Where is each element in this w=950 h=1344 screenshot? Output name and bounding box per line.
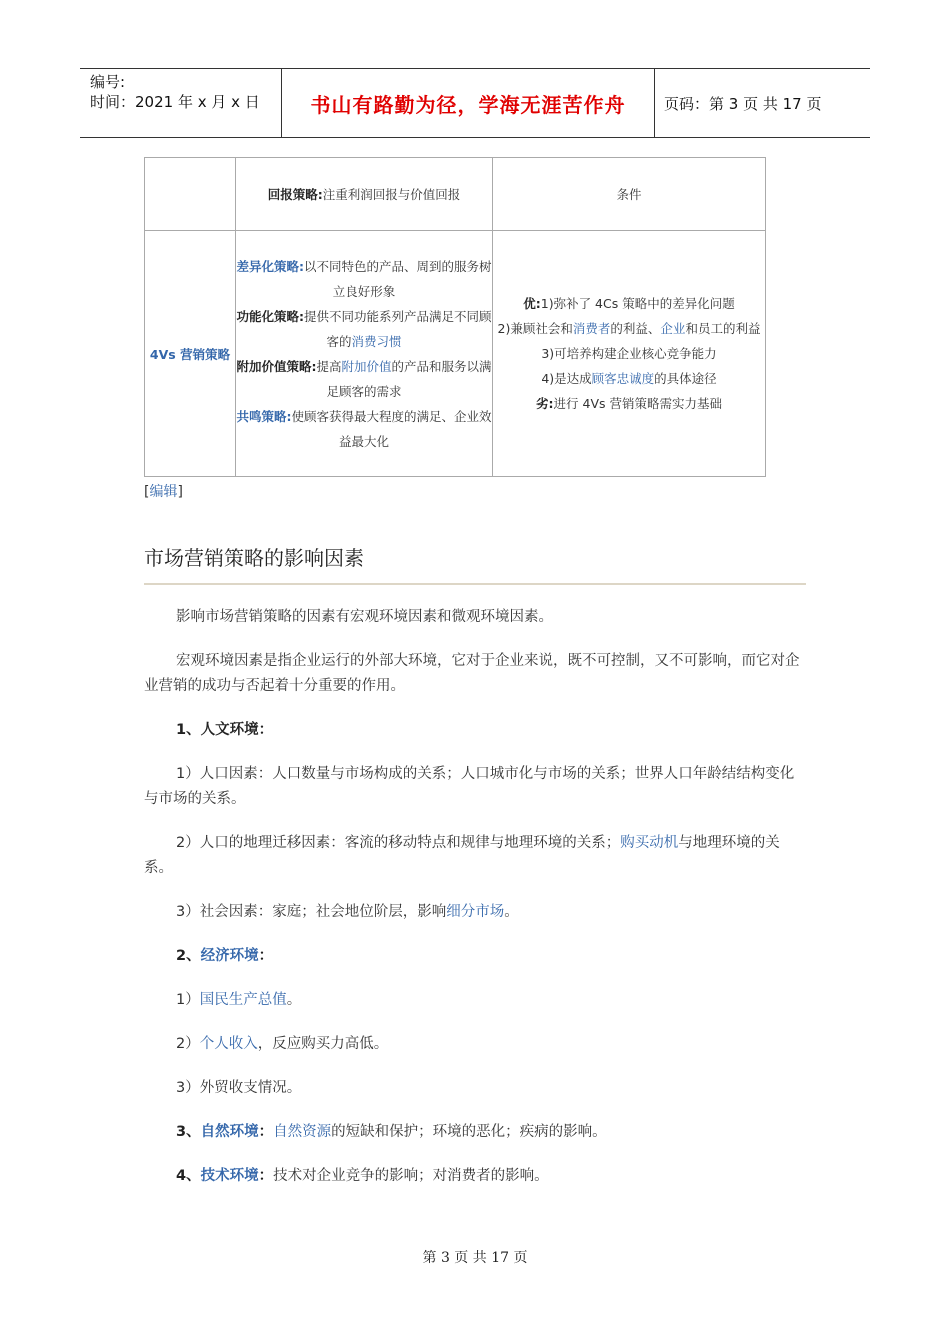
tech-env-link[interactable]: 技术环境 bbox=[200, 1168, 259, 1184]
paragraph bbox=[144, 831, 806, 881]
table-corner-cell bbox=[145, 158, 236, 231]
subheading-technology bbox=[144, 1164, 806, 1189]
edit-bracket-close: ] bbox=[177, 484, 183, 500]
paragraph-text: 2）人口的地理迁移因素：客流的移动特点和规律与地理环境的关系； bbox=[176, 835, 621, 851]
paragraph-text: 3）社会因素：家庭；社会地位阶层，影响 bbox=[176, 904, 447, 920]
row-right-cell bbox=[493, 231, 766, 477]
section-title: 市场营销策略的影响因素 bbox=[144, 546, 364, 570]
strategy-2-title: 功能化策略: bbox=[236, 308, 304, 324]
advantage-title: 优: bbox=[523, 296, 541, 311]
paragraph-text: 。 bbox=[286, 992, 302, 1008]
subheading-colon: ： bbox=[258, 1124, 274, 1140]
paragraph-text: 技术对企业竞争的影响；对消费者的影响。 bbox=[273, 1168, 549, 1184]
paragraph: 影响市场营销策略的因素有宏观环境因素和微观环境因素。 bbox=[176, 609, 553, 625]
edit-bracket-open: [ bbox=[144, 484, 150, 500]
strategy-table bbox=[144, 157, 766, 477]
table-head-right bbox=[493, 158, 766, 231]
head-right-text: 条件 bbox=[616, 187, 642, 202]
advantage-4-a: 4)是达成 bbox=[541, 371, 592, 386]
strategy-3-text-b: 的产品和服务以满足顾客的需求 bbox=[326, 358, 492, 399]
strategy-4-text: 使顾客获得最大程度的满足、企业效益最大化 bbox=[291, 408, 492, 449]
condition-item bbox=[493, 341, 765, 366]
paragraph: 1）人口因素：人口数量与市场构成的关系；人口城市化与市场的关系；世界人口年龄结结构变化与市场的关系。 bbox=[144, 766, 795, 807]
table-row bbox=[145, 231, 766, 477]
subheading-number: 2、 bbox=[176, 948, 201, 964]
disadvantage-text: 进行 4Vs 营销策略需实力基础 bbox=[553, 396, 722, 411]
subheading-humanities-text: 1、人文环境： bbox=[176, 722, 274, 738]
advantage-2-c: 和员工的利益 bbox=[685, 321, 761, 336]
paragraph bbox=[144, 900, 806, 925]
subheading-number: 3、 bbox=[176, 1124, 201, 1140]
paragraph bbox=[144, 988, 806, 1013]
subheading-humanities bbox=[144, 718, 806, 743]
purchase-motive-link[interactable]: 购买动机 bbox=[620, 835, 679, 851]
loyalty-link[interactable]: 顾客忠诚度 bbox=[591, 371, 655, 386]
paragraph: 宏观环境因素是指企业运行的外部大环境，它对于企业来说，既不可控制，又不可影响，而它对企业营销的成功与否起着十分重要的作用。 bbox=[144, 653, 800, 694]
doc-date-label: 时间：2021 年 x 月 x 日 bbox=[90, 93, 260, 111]
header-page-label: 页码：第 3 页 共 17 页 bbox=[664, 94, 822, 113]
table-head-mid bbox=[236, 158, 493, 231]
market-segment-link[interactable]: 细分市场 bbox=[446, 904, 505, 920]
head-mid-text: 注重利润回报与价值回报 bbox=[322, 187, 461, 202]
paragraph-text: 与地理环境的关系。 bbox=[144, 835, 780, 876]
paragraph-text: 的短缺和保护；环境的恶化；疾病的影响。 bbox=[331, 1124, 607, 1140]
paragraph-text: 2） bbox=[176, 1036, 200, 1052]
advantage-3: 3)可培养构建企业核心竞争能力 bbox=[541, 346, 717, 361]
paragraph: 3）外贸收支情况。 bbox=[176, 1080, 302, 1096]
subheading-colon: ： bbox=[258, 948, 274, 964]
condition-item bbox=[493, 316, 765, 341]
page-header bbox=[80, 68, 870, 138]
advantage-1: 1)弥补了 4Cs 策略中的差异化问题 bbox=[540, 296, 735, 311]
subheading-nature bbox=[144, 1120, 806, 1145]
header-meta bbox=[80, 69, 281, 137]
edit-link-wrapper bbox=[144, 481, 183, 501]
strategy-1-title[interactable]: 差异化策略: bbox=[236, 258, 304, 274]
row-label-cell bbox=[145, 231, 236, 477]
disadvantage-title: 劣: bbox=[536, 396, 554, 411]
advantage-4-b: 的具体途径 bbox=[654, 371, 717, 386]
condition-item bbox=[493, 391, 765, 416]
subheading-economy bbox=[144, 944, 806, 969]
advantage-2-a: 2)兼顾社会和 bbox=[497, 321, 573, 336]
consumer-link[interactable]: 消费者 bbox=[572, 321, 611, 336]
table-header-row bbox=[145, 158, 766, 231]
head-mid-bold: 回报策略: bbox=[267, 187, 323, 202]
strategy-3-text-a: 提高 bbox=[316, 358, 342, 374]
natural-resource-link[interactable]: 自然资源 bbox=[273, 1124, 332, 1140]
strategy-4-title[interactable]: 共鸣策略: bbox=[236, 408, 292, 424]
nature-env-link[interactable]: 自然环境 bbox=[200, 1124, 259, 1140]
strategy-3-link[interactable]: 附加价值 bbox=[341, 358, 392, 374]
strategy-item bbox=[236, 304, 492, 354]
strategy-item bbox=[236, 404, 492, 454]
enterprise-link[interactable]: 企业 bbox=[660, 321, 686, 336]
edit-link[interactable]: 编辑 bbox=[149, 484, 178, 500]
paragraph-text: ，反应购买力高低。 bbox=[257, 1036, 389, 1052]
strategy-2-link[interactable]: 消费习惯 bbox=[351, 333, 402, 349]
paragraph-text: 。 bbox=[504, 904, 519, 920]
strategy-item bbox=[236, 354, 492, 404]
strategy-item bbox=[236, 254, 492, 304]
section-divider bbox=[144, 583, 806, 585]
subheading-colon: ： bbox=[258, 1168, 274, 1184]
strategy-3-title: 附加价值策略: bbox=[236, 358, 317, 374]
subheading-number: 4、 bbox=[176, 1168, 201, 1184]
row-label-link[interactable]: 4Vs 营销策略 bbox=[149, 346, 231, 362]
gnp-link[interactable]: 国民生产总值 bbox=[199, 992, 287, 1008]
header-motto: 书山有路勤为径，学海无涯苦作舟 bbox=[281, 69, 655, 137]
paragraph-text: 1） bbox=[176, 992, 200, 1008]
condition-item bbox=[493, 366, 765, 391]
page-footer: 第 3 页 共 17 页 bbox=[422, 1250, 528, 1266]
row-mid-cell bbox=[236, 231, 493, 477]
advantage-2-b: 的利益、 bbox=[610, 321, 661, 336]
strategy-2-text: 提供不同功能系列产品满足不同顾客的 bbox=[303, 308, 492, 349]
economy-link[interactable]: 经济环境 bbox=[200, 948, 259, 964]
condition-item bbox=[493, 291, 765, 316]
paragraph bbox=[144, 1032, 806, 1057]
doc-number-label: 编号: bbox=[90, 73, 126, 91]
strategy-1-text: 以不同特色的产品、周到的服务树立良好形象 bbox=[303, 258, 492, 299]
personal-income-link[interactable]: 个人收入 bbox=[199, 1036, 258, 1052]
